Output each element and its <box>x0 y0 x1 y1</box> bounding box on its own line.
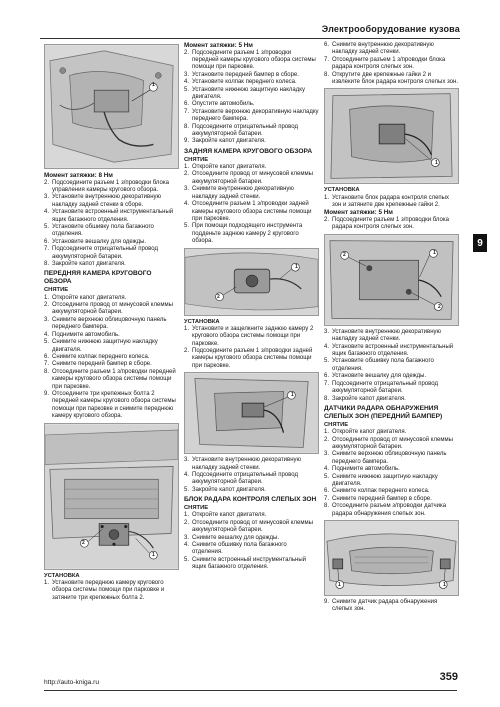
step: 1. Откройте капот двигателя. <box>184 164 267 171</box>
removal-steps-radar-sensors-cont <box>324 599 459 614</box>
install-heading: УСТАНОВКА <box>324 187 360 194</box>
column-3 <box>324 42 459 614</box>
figure-callout-1: 1 <box>152 551 155 558</box>
figure-front-camera-drawing <box>45 424 178 569</box>
figure-callout-1: 1 <box>443 582 446 588</box>
step: 3. Снимите верхнюю облицовочную панель переднего бампера. <box>44 316 167 331</box>
install-heading: УСТАНОВКА <box>184 318 220 325</box>
figure-callout-1: 1 <box>338 582 341 588</box>
install-steps-rear-camera <box>184 326 319 370</box>
section-title-blind-spot-radar-unit: БЛОК РАДАРА КОНТРОЛЯ СЛЕПЫХ ЗОН <box>184 496 317 504</box>
step: 9. Закройте капот двигателя. <box>184 138 266 145</box>
install-steps-front-camera <box>44 580 179 602</box>
column-2 <box>184 42 319 572</box>
section-title-front-camera: ПЕРЕДНЯЯ КАМЕРА КРУГОВОГО ОБЗОРА <box>44 270 152 286</box>
figure-rear-camera-connector-drawing <box>185 373 318 453</box>
step: 2. Отсоедините провод от минусовой клеммы аккумуляторной батареи. <box>184 519 313 534</box>
section-tab: 9 <box>473 234 487 252</box>
torque-spec: Момент затяжки: 8 Нм <box>44 172 113 179</box>
step: 5. Закройте капот двигателя. <box>184 486 266 493</box>
install-steps-radar-unit <box>324 195 459 210</box>
removal-steps-rear-camera <box>184 164 319 245</box>
step: 8. Подсоедините отрицательный провод аккумуляторной батареи. <box>184 123 298 138</box>
step: 8. Закройте капот двигателя. <box>324 395 406 402</box>
step: 3. Установите внутреннюю декоративную накладку задней стенки. <box>324 328 442 343</box>
step: 9. Снимите датчик радара обнаружения слепых зон. <box>324 599 438 613</box>
figure-callout-1: 1 <box>152 82 155 88</box>
step: 7. Снимите передний бампер в сборе. <box>324 495 432 502</box>
step: 2. Подсоедините разъем 1 з/проводки блока радара контроля слепых зон. <box>324 217 449 231</box>
removal-steps-radar-unit-cont <box>324 42 459 86</box>
step: 4. Поднимите автомобиль. <box>44 331 120 338</box>
figure-rear-camera-drawing <box>185 249 318 315</box>
step: 7. Подсоедините отрицательный провод аккумуляторной батареи. <box>324 380 438 395</box>
install-steps-radar-unit-2 <box>324 217 459 232</box>
figure-callout-2: 2 <box>343 251 346 258</box>
step: 4. Отсоедините разъем 1 з/проводки задней камеры кругового обзора системы помощи при парковке. <box>184 201 312 222</box>
step: 7. Подсоедините отрицательный провод аккумуляторной батареи. <box>44 246 158 260</box>
step: 1. Откройте капот двигателя. <box>44 294 127 301</box>
section-title-blind-spot-sensors-front: ДАТЧИКИ РАДАРА ОБНАРУЖЕНИЯ СЛЕПЫХ ЗОН (ПЕРЕДНИЙ БАМПЕР) <box>324 404 443 420</box>
page-number: 359 <box>439 671 458 683</box>
step: 4. Снимите обшивку пола багажного отделения. <box>184 542 287 556</box>
step: 7. Отсоедините разъем 1 з/проводки блока радара контроля слепых зон. <box>324 56 446 71</box>
step: 4. Подсоедините отрицательный провод аккумуляторной батареи. <box>184 472 298 486</box>
step: 8. Отсоедините разъем з/проводки датчика радара обнаружения слепых зон. <box>324 503 447 517</box>
figure-rear-camera <box>184 248 319 316</box>
removal-heading: СНЯТИЕ <box>184 156 209 163</box>
step: 6. Опустите автомобиль. <box>184 101 255 108</box>
install-steps-radar-unit-cont <box>324 329 459 403</box>
figure-front-bumper-sensors <box>324 520 459 596</box>
step: 1. Откройте капот двигателя. <box>184 512 267 519</box>
figure-callout-1: 1 <box>295 263 298 270</box>
step: 8. Отсоедините разъем 1 з/проводки передней камеры кругового обзора системы помощи при парковке. <box>44 368 176 390</box>
figure-radar-unit-connector-drawing <box>325 89 458 183</box>
figure-radar-unit-nuts <box>324 234 459 326</box>
step: 6. Установите вешалку для одежды. <box>324 373 427 380</box>
step: 2. Подсоедините разъем 1 з/проводки передней камеры кругового обзора системы помощи при парковке. <box>184 49 316 71</box>
step: 2. Отсоедините провод от минусовой клеммы аккумуляторной батареи. <box>184 171 313 185</box>
step: 6. Снимите колпак переднего колеса. <box>324 488 430 495</box>
figure-callout-1: 1 <box>435 160 438 167</box>
step: 4. Установите встроенный инструментальный ящик багажного отделения. <box>324 343 454 358</box>
step: 5. Снимите нижнюю защитную накладку двигателя. <box>324 473 438 487</box>
header-title: Электрооборудование кузова <box>321 24 460 34</box>
install-steps-rear-camera-cont <box>184 457 319 494</box>
figure-callout-1: 1 <box>291 392 294 399</box>
step: 3. Снимите верхнюю облицовочную панель переднего бампера. <box>324 451 447 465</box>
figure-front-camera <box>44 423 179 570</box>
figure-callout-2: 2 <box>217 293 220 300</box>
removal-steps-radar-unit <box>184 512 319 571</box>
step: 9. Отсоедините три крепежных болта 2 передней камеры кругового обзора системы помощи при парковке и снимите переднюю камеру кругового обзора. <box>44 390 176 420</box>
figure-camera-control-unit-drawing <box>45 45 178 168</box>
step: 3. Установите передний бампер в сборе. <box>184 71 299 78</box>
figure-callout-1: 1 <box>433 249 436 256</box>
step: 3. Установите внутреннюю декоративную накладку задней стенки. <box>184 457 302 471</box>
step: 3. Установите внутреннюю декоративную накладку задней стенки в сборе. <box>44 194 162 208</box>
removal-heading: СНЯТИЕ <box>44 287 69 294</box>
step: 2. Отсоедините провод от минусовой клеммы аккумуляторной батареи. <box>324 436 453 450</box>
step: 1. Откройте капот двигателя. <box>324 429 407 436</box>
step: 2. Отсоедините провод от минусовой клеммы аккумуляторной батареи. <box>44 302 173 316</box>
header-rule <box>40 38 460 39</box>
figure-callout-2: 2 <box>438 303 441 310</box>
footer-rule <box>44 690 457 691</box>
step: 5. Установите обшивку пола багажного отделения. <box>44 224 154 238</box>
step: 4. Установите колпак переднего колеса. <box>184 79 297 86</box>
step: 4. Установите встроенный инструментальный ящик багажного отделения. <box>44 209 174 223</box>
removal-steps-front-camera <box>44 295 179 421</box>
removal-steps-radar-sensors <box>324 429 459 518</box>
step: 1. Установите и защелкните заднюю камеру 2 кругового обзора системы помощи при парковке. <box>184 325 314 347</box>
step: 5. Установите обшивку пола багажного отделения. <box>324 358 434 372</box>
figure-radar-unit-connector <box>324 88 459 184</box>
step: 1. Установите блок радара контроля слепых зон и затяните две крепежные гайки 2. <box>324 194 449 209</box>
step: 5. Снимите встроенный инструментальный ящик багажного отделения. <box>184 556 307 571</box>
removal-heading: СНЯТИЕ <box>324 421 349 428</box>
install-heading: УСТАНОВКА <box>44 572 80 579</box>
figure-camera-control-unit <box>44 44 179 169</box>
step: 5. При помощи подходящего инструмента подденьте заднюю камеру 2 кругового обзора. <box>184 223 303 245</box>
step: 1. Установите переднюю камеру кругового обзора системы помощи при парковке и затяните три крепежных болта 2. <box>44 579 165 601</box>
removal-heading: СНЯТИЕ <box>184 505 209 512</box>
step: 4. Поднимите автомобиль. <box>324 466 400 473</box>
step: 7. Установите верхнюю декоративную накладку переднего бампера. <box>184 108 319 123</box>
install-steps-front-camera-cont <box>184 50 319 146</box>
step: 2. Подсоедините разъем 1 з/проводки блока управления камеры кругового обзора. <box>44 179 169 193</box>
step: 3. Снимите вешалку для одежды. <box>184 534 280 541</box>
step: 8. Открутите две крепежные гайки 2 и извлеките блок радара контроля слепых зон. <box>324 71 458 86</box>
figure-radar-unit-nuts-drawing <box>325 235 458 325</box>
step: 6. Снимите колпак переднего колеса. <box>44 353 150 360</box>
section-title-rear-camera: ЗАДНЯЯ КАМЕРА КРУГОВОГО ОБЗОРА <box>184 147 313 155</box>
figure-front-bumper-sensors-drawing <box>325 521 458 595</box>
figure-rear-camera-connector <box>184 372 319 454</box>
figure-callout-2: 2 <box>82 539 85 546</box>
step: 6. Снимите внутреннюю декоративную накладку задней стенки. <box>324 42 434 56</box>
torque-spec: Момент затяжки: 5 Нм <box>184 42 253 49</box>
step: 2. Подсоедините разъем 1 з/проводки задней камеры кругового обзора системы помощи при парковке. <box>184 347 313 369</box>
step: 5. Снимите нижнюю защитную накладку двигателя. <box>44 339 158 353</box>
step: 8. Закройте капот двигателя. <box>44 261 126 268</box>
step: 7. Снимите передний бампер в сборе. <box>44 361 152 368</box>
footer-url[interactable]: http://auto-knigа.ru <box>44 679 99 686</box>
torque-spec: Момент затяжки: 5 Нм <box>324 209 393 217</box>
step: 5. Установите нижнюю защитную накладку двигателя. <box>184 86 305 101</box>
step: 6. Установите вешалку для одежды. <box>44 238 147 245</box>
install-steps-control-unit <box>44 180 179 269</box>
column-1 <box>44 42 179 602</box>
step: 3. Снимите внутреннюю декоративную накладку задней стенки. <box>184 186 294 200</box>
